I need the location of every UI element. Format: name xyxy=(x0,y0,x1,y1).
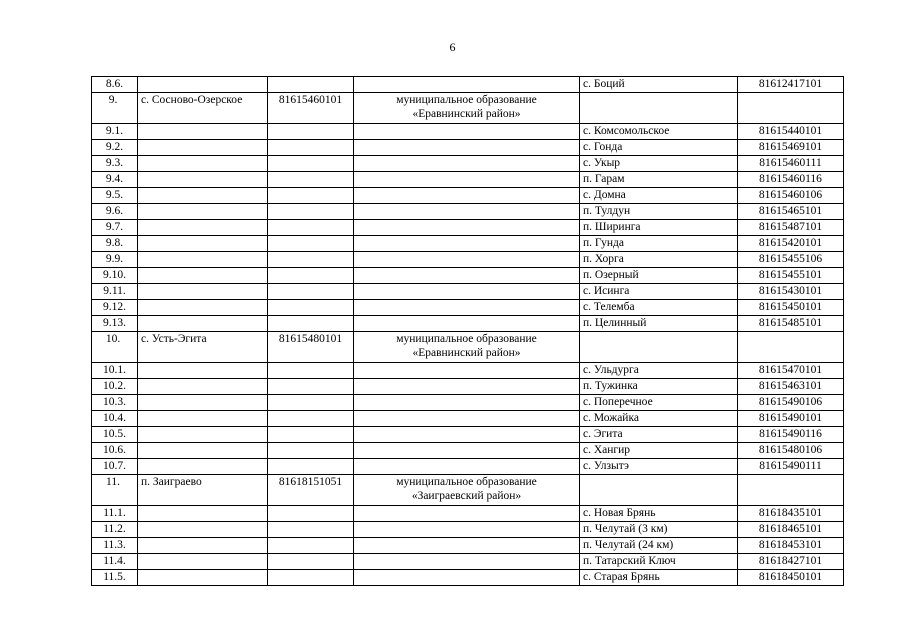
municipality-cell xyxy=(354,538,580,554)
center-settlement-cell xyxy=(138,506,268,522)
locality-cell: с. Можайка xyxy=(580,411,738,427)
row-number-cell: 9.7. xyxy=(92,220,138,236)
center-code-cell xyxy=(268,252,354,268)
row-number-cell: 9. xyxy=(92,93,138,124)
center-code-cell xyxy=(268,411,354,427)
row-number-cell: 10.2. xyxy=(92,379,138,395)
center-code-cell xyxy=(268,77,354,93)
center-settlement-cell xyxy=(138,220,268,236)
center-code-cell xyxy=(268,395,354,411)
center-settlement-cell xyxy=(138,188,268,204)
center-settlement-cell xyxy=(138,252,268,268)
oktmo-code-cell: 81615420101 xyxy=(738,236,844,252)
oktmo-code-cell: 81615430101 xyxy=(738,284,844,300)
municipality-cell xyxy=(354,220,580,236)
row-number-cell: 11.5. xyxy=(92,570,138,586)
municipality-cell xyxy=(354,156,580,172)
oktmo-code-cell: 81618453101 xyxy=(738,538,844,554)
row-number-cell: 9.4. xyxy=(92,172,138,188)
locality-cell: п. Хорга xyxy=(580,252,738,268)
locality-cell: п. Тужинка xyxy=(580,379,738,395)
municipality-cell xyxy=(354,522,580,538)
center-settlement-cell: п. Заиграево xyxy=(138,475,268,506)
locality-cell: с. Эгита xyxy=(580,427,738,443)
row-number-cell: 9.6. xyxy=(92,204,138,220)
oktmo-code-cell: 81615480106 xyxy=(738,443,844,459)
row-number-cell: 11.2. xyxy=(92,522,138,538)
page-number: 6 xyxy=(449,40,456,54)
municipality-cell xyxy=(354,188,580,204)
center-code-cell xyxy=(268,522,354,538)
oktmo-code-cell: 81618427101 xyxy=(738,554,844,570)
center-code-cell xyxy=(268,570,354,586)
municipality-cell xyxy=(354,427,580,443)
center-settlement-cell xyxy=(138,300,268,316)
oktmo-code-cell: 81615460106 xyxy=(738,188,844,204)
row-number-cell: 10.1. xyxy=(92,363,138,379)
center-code-cell xyxy=(268,554,354,570)
oktmo-code-cell xyxy=(738,475,844,506)
locality-cell: с. Домна xyxy=(580,188,738,204)
center-settlement-cell xyxy=(138,268,268,284)
municipality-line-1: муниципальное образование xyxy=(396,333,537,345)
row-number-cell: 9.2. xyxy=(92,140,138,156)
table-row xyxy=(92,522,844,538)
locality-cell: п. Ширинга xyxy=(580,220,738,236)
locality-cell: с. Ульдурга xyxy=(580,363,738,379)
center-code-cell xyxy=(268,188,354,204)
locality-cell: п. Гарам xyxy=(580,172,738,188)
municipality-cell xyxy=(354,268,580,284)
row-number-cell: 10.4. xyxy=(92,411,138,427)
municipality-cell xyxy=(354,554,580,570)
row-number-cell: 9.8. xyxy=(92,236,138,252)
table-row xyxy=(92,236,844,252)
row-number-cell: 9.12. xyxy=(92,300,138,316)
center-settlement-cell xyxy=(138,236,268,252)
municipality-cell xyxy=(354,300,580,316)
center-code-cell xyxy=(268,316,354,332)
table-row xyxy=(92,475,844,506)
municipality-cell xyxy=(354,204,580,220)
oktmo-code-cell xyxy=(738,332,844,363)
center-code-cell: 81618151051 xyxy=(268,475,354,506)
row-number-cell: 10.5. xyxy=(92,427,138,443)
municipality-cell xyxy=(354,77,580,93)
center-code-cell xyxy=(268,220,354,236)
table-row xyxy=(92,459,844,475)
oktmo-code-cell: 81615460111 xyxy=(738,156,844,172)
table-row xyxy=(92,538,844,554)
center-settlement-cell xyxy=(138,395,268,411)
oktmo-code-cell: 81615455106 xyxy=(738,252,844,268)
municipality-cell xyxy=(354,124,580,140)
row-number-cell: 11. xyxy=(92,475,138,506)
locality-cell: п. Целинный xyxy=(580,316,738,332)
locality-cell: с. Гонда xyxy=(580,140,738,156)
center-settlement-cell xyxy=(138,379,268,395)
row-number-cell: 9.5. xyxy=(92,188,138,204)
oktmo-code-cell: 81615470101 xyxy=(738,363,844,379)
center-settlement-cell xyxy=(138,554,268,570)
table-row xyxy=(92,140,844,156)
municipality-cell xyxy=(354,395,580,411)
locality-cell xyxy=(580,475,738,506)
table-row xyxy=(92,395,844,411)
center-code-cell xyxy=(268,284,354,300)
row-number-cell: 9.11. xyxy=(92,284,138,300)
table-row xyxy=(92,284,844,300)
center-settlement-cell: с. Сосново-Озерское xyxy=(138,93,268,124)
municipality-cell xyxy=(354,252,580,268)
oktmo-code-cell: 81618465101 xyxy=(738,522,844,538)
center-settlement-cell xyxy=(138,443,268,459)
settlements-table xyxy=(91,76,844,586)
center-code-cell xyxy=(268,236,354,252)
center-code-cell xyxy=(268,443,354,459)
oktmo-code-cell: 81615490106 xyxy=(738,395,844,411)
municipality-cell xyxy=(354,140,580,156)
table-row xyxy=(92,156,844,172)
locality-cell xyxy=(580,93,738,124)
locality-cell: с. Исинга xyxy=(580,284,738,300)
row-number-cell: 10. xyxy=(92,332,138,363)
row-number-cell: 9.10. xyxy=(92,268,138,284)
locality-cell xyxy=(580,332,738,363)
locality-cell: с. Боций xyxy=(580,77,738,93)
locality-cell: с. Поперечное xyxy=(580,395,738,411)
municipality-line-1: муниципальное образование xyxy=(396,476,537,488)
table-row xyxy=(92,332,844,363)
center-settlement-cell xyxy=(138,363,268,379)
oktmo-code-cell: 81618450101 xyxy=(738,570,844,586)
center-code-cell xyxy=(268,459,354,475)
table-row xyxy=(92,363,844,379)
center-code-cell xyxy=(268,156,354,172)
center-settlement-cell xyxy=(138,522,268,538)
row-number-cell: 9.3. xyxy=(92,156,138,172)
municipality-line-2: «Еравнинский район» xyxy=(412,108,521,120)
municipality-cell xyxy=(354,475,580,506)
table-row xyxy=(92,506,844,522)
table-row xyxy=(92,188,844,204)
table-row xyxy=(92,93,844,124)
locality-cell: с. Укыр xyxy=(580,156,738,172)
center-code-cell xyxy=(268,506,354,522)
table-row xyxy=(92,427,844,443)
oktmo-code-cell xyxy=(738,93,844,124)
municipality-cell xyxy=(354,284,580,300)
center-settlement-cell xyxy=(138,156,268,172)
row-number-cell: 9.1. xyxy=(92,124,138,140)
municipality-line-2: «Заиграевский район» xyxy=(411,490,522,502)
oktmo-code-cell: 81615490101 xyxy=(738,411,844,427)
center-code-cell: 81615460101 xyxy=(268,93,354,124)
oktmo-code-cell: 81615490111 xyxy=(738,459,844,475)
table-row xyxy=(92,316,844,332)
locality-cell: п. Тулдун xyxy=(580,204,738,220)
table-row xyxy=(92,252,844,268)
center-settlement-cell xyxy=(138,172,268,188)
locality-cell: п. Татарский Ключ xyxy=(580,554,738,570)
row-number-cell: 11.1. xyxy=(92,506,138,522)
table-row xyxy=(92,268,844,284)
municipality-cell xyxy=(354,332,580,363)
municipality-cell xyxy=(354,316,580,332)
center-code-cell xyxy=(268,124,354,140)
center-code-cell xyxy=(268,538,354,554)
locality-cell: с. Хангир xyxy=(580,443,738,459)
row-number-cell: 8.6. xyxy=(92,77,138,93)
municipality-cell xyxy=(354,93,580,124)
oktmo-code-cell: 81615455101 xyxy=(738,268,844,284)
municipality-cell xyxy=(354,570,580,586)
municipality-cell xyxy=(354,236,580,252)
row-number-cell: 10.3. xyxy=(92,395,138,411)
center-code-cell xyxy=(268,140,354,156)
locality-cell: с. Старая Брянь xyxy=(580,570,738,586)
oktmo-code-cell: 81615463101 xyxy=(738,379,844,395)
municipality-cell xyxy=(354,379,580,395)
oktmo-code-cell: 81615440101 xyxy=(738,124,844,140)
row-number-cell: 9.13. xyxy=(92,316,138,332)
row-number-cell: 10.7. xyxy=(92,459,138,475)
center-code-cell xyxy=(268,172,354,188)
center-settlement-cell xyxy=(138,77,268,93)
center-settlement-cell: с. Усть-Эгита xyxy=(138,332,268,363)
table-row xyxy=(92,554,844,570)
center-settlement-cell xyxy=(138,427,268,443)
table-row xyxy=(92,220,844,236)
locality-cell: с. Комсомольское xyxy=(580,124,738,140)
municipality-cell xyxy=(354,459,580,475)
table-row xyxy=(92,300,844,316)
center-settlement-cell xyxy=(138,411,268,427)
oktmo-code-cell: 81615485101 xyxy=(738,316,844,332)
oktmo-code-cell: 81615469101 xyxy=(738,140,844,156)
locality-cell: п. Челутай (3 км) xyxy=(580,522,738,538)
municipality-cell xyxy=(354,506,580,522)
municipality-cell xyxy=(354,363,580,379)
table-row xyxy=(92,411,844,427)
oktmo-code-cell: 81615450101 xyxy=(738,300,844,316)
municipality-cell xyxy=(354,443,580,459)
center-code-cell: 81615480101 xyxy=(268,332,354,363)
locality-cell: с. Улзытэ xyxy=(580,459,738,475)
oktmo-code-cell: 81615487101 xyxy=(738,220,844,236)
row-number-cell: 11.3. xyxy=(92,538,138,554)
locality-cell: с. Новая Брянь xyxy=(580,506,738,522)
row-number-cell: 11.4. xyxy=(92,554,138,570)
locality-cell: с. Телемба xyxy=(580,300,738,316)
center-settlement-cell xyxy=(138,316,268,332)
table-row xyxy=(92,204,844,220)
municipality-cell xyxy=(354,172,580,188)
center-settlement-cell xyxy=(138,204,268,220)
locality-cell: п. Гунда xyxy=(580,236,738,252)
municipality-line-2: «Еравнинский район» xyxy=(412,347,521,359)
center-settlement-cell xyxy=(138,124,268,140)
municipality-cell xyxy=(354,411,580,427)
table-row xyxy=(92,77,844,93)
row-number-cell: 10.6. xyxy=(92,443,138,459)
table-row xyxy=(92,172,844,188)
oktmo-code-cell: 81618435101 xyxy=(738,506,844,522)
oktmo-code-cell: 81615465101 xyxy=(738,204,844,220)
center-settlement-cell xyxy=(138,140,268,156)
table-row xyxy=(92,570,844,586)
locality-cell: п. Челутай (24 км) xyxy=(580,538,738,554)
oktmo-code-cell: 81612417101 xyxy=(738,77,844,93)
center-code-cell xyxy=(268,300,354,316)
locality-cell: п. Озерный xyxy=(580,268,738,284)
row-number-cell: 9.9. xyxy=(92,252,138,268)
center-code-cell xyxy=(268,379,354,395)
table-body xyxy=(92,77,844,586)
center-code-cell xyxy=(268,363,354,379)
municipality-line-1: муниципальное образование xyxy=(396,94,537,106)
oktmo-code-cell: 81615490116 xyxy=(738,427,844,443)
center-settlement-cell xyxy=(138,538,268,554)
center-settlement-cell xyxy=(138,570,268,586)
table-row xyxy=(92,443,844,459)
center-code-cell xyxy=(268,204,354,220)
center-settlement-cell xyxy=(138,459,268,475)
oktmo-code-cell: 81615460116 xyxy=(738,172,844,188)
table-row xyxy=(92,379,844,395)
table-row xyxy=(92,124,844,140)
center-code-cell xyxy=(268,427,354,443)
center-code-cell xyxy=(268,268,354,284)
center-settlement-cell xyxy=(138,284,268,300)
